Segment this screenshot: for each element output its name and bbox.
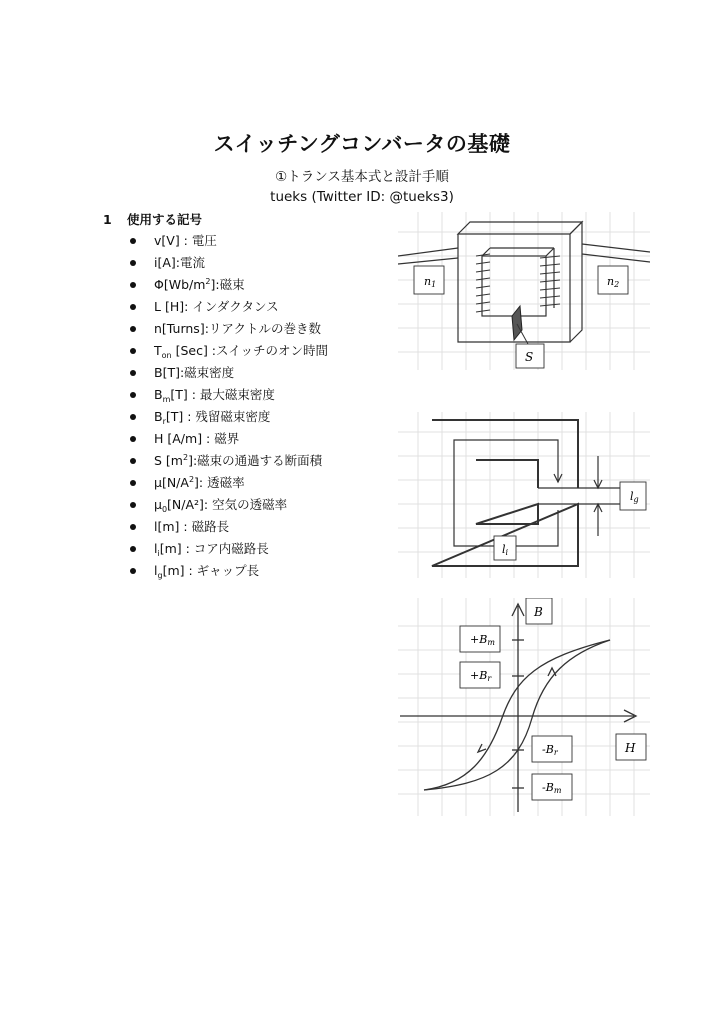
transformer-drawing bbox=[398, 212, 650, 370]
symbol-description: [T] : 残留磁束密度 bbox=[165, 409, 271, 424]
axes bbox=[400, 604, 636, 812]
winding-right bbox=[540, 256, 560, 306]
symbol-term: B bbox=[154, 409, 163, 424]
bullet-icon bbox=[130, 546, 136, 552]
symbol-description: ]:磁束の通過する断面積 bbox=[188, 453, 323, 468]
bullet-icon bbox=[130, 282, 136, 288]
symbol-item bbox=[128, 428, 328, 450]
label-n1 bbox=[414, 266, 444, 294]
symbol-term: μ bbox=[154, 497, 162, 512]
label-s-text: S bbox=[525, 350, 534, 364]
label-minus-br bbox=[532, 736, 572, 762]
section-heading bbox=[103, 210, 202, 228]
symbol-subscript: i bbox=[157, 549, 160, 558]
label-li-text: li bbox=[502, 543, 509, 557]
section-number: 1 bbox=[103, 212, 112, 227]
symbol-item bbox=[128, 516, 328, 538]
label-plus-bm-text: +Bm bbox=[470, 633, 495, 647]
symbol-description: [m] : コア内磁路長 bbox=[159, 541, 269, 556]
bh-curve-figure bbox=[398, 598, 650, 816]
symbol-item bbox=[128, 494, 328, 516]
bullet-icon bbox=[130, 304, 136, 310]
symbol-description: [T] : 最大磁束密度 bbox=[170, 387, 275, 402]
symbol-description: [Sec] :スイッチのオン時間 bbox=[171, 343, 329, 358]
magnetic-path-drawing bbox=[398, 412, 650, 578]
bullet-icon bbox=[130, 458, 136, 464]
symbol-term: L [H] bbox=[154, 299, 185, 314]
symbol-term: l bbox=[154, 541, 158, 556]
symbol-item bbox=[128, 406, 328, 428]
symbol-item bbox=[128, 340, 328, 362]
bullet-icon bbox=[130, 348, 136, 354]
label-h-axis bbox=[616, 734, 646, 760]
symbol-subscript: g bbox=[157, 571, 163, 580]
grid bbox=[398, 598, 650, 816]
bullet-icon bbox=[130, 238, 136, 244]
symbol-subscript: r bbox=[162, 417, 166, 426]
symbol-item bbox=[128, 384, 328, 406]
symbol-item bbox=[128, 362, 328, 384]
transformer-figure bbox=[398, 212, 650, 370]
symbol-subscript: m bbox=[162, 395, 171, 404]
symbol-item bbox=[128, 472, 328, 494]
bullet-icon bbox=[130, 392, 136, 398]
bullet-icon bbox=[130, 480, 136, 486]
label-plus-bm bbox=[460, 626, 500, 652]
label-s bbox=[516, 344, 544, 368]
bullet-icon bbox=[130, 370, 136, 376]
symbol-item bbox=[128, 296, 328, 318]
magnetic-path-figure bbox=[398, 412, 650, 578]
symbol-term: H [A/m] bbox=[154, 431, 203, 446]
symbol-item bbox=[128, 560, 328, 582]
symbol-term: l bbox=[154, 563, 158, 578]
symbol-subscript: on bbox=[161, 351, 172, 360]
page-subtitle: ①トランス基本式と設計手順 bbox=[275, 169, 449, 185]
label-plus-br bbox=[460, 662, 500, 688]
hysteresis-loop bbox=[424, 640, 610, 790]
symbol-item bbox=[128, 230, 328, 252]
bullet-icon bbox=[130, 414, 136, 420]
symbol-term: B bbox=[154, 387, 163, 402]
label-n2-text: n2 bbox=[607, 275, 620, 289]
symbol-superscript: 2 bbox=[205, 277, 211, 286]
symbol-description: : 電圧 bbox=[179, 233, 217, 248]
symbol-term: v[V] bbox=[154, 233, 180, 248]
symbol-description: :電流 bbox=[175, 255, 205, 270]
page-title: スイッチングコンバータの基礎 bbox=[213, 132, 511, 156]
label-b-axis-text: B bbox=[534, 605, 543, 619]
label-plus-br-text: +Br bbox=[470, 669, 492, 683]
label-minus-bm-text: -Bm bbox=[542, 781, 562, 795]
label-n1-text: n1 bbox=[424, 275, 437, 289]
symbol-superscript: 2 bbox=[188, 475, 195, 484]
symbol-subscript: 0 bbox=[161, 505, 168, 514]
symbol-list bbox=[128, 230, 328, 582]
symbol-item bbox=[128, 252, 328, 274]
symbol-superscript: 2 bbox=[182, 453, 189, 462]
bullet-icon bbox=[130, 260, 136, 266]
bullet-icon bbox=[130, 436, 136, 442]
label-minus-br-text: -Br bbox=[542, 743, 558, 757]
symbol-term: n[Turns] bbox=[154, 321, 205, 336]
symbol-term: l[m] bbox=[154, 519, 180, 534]
symbol-description: [N/A²]: 空気の透磁率 bbox=[167, 497, 288, 512]
symbol-item bbox=[128, 274, 328, 296]
symbol-description: :リアクトルの巻き数 bbox=[204, 321, 322, 336]
label-h-axis-text: H bbox=[625, 741, 636, 755]
bullet-icon bbox=[130, 502, 136, 508]
author-line: tueks (Twitter ID: @tueks3) bbox=[270, 189, 454, 205]
bullet-icon bbox=[130, 568, 136, 574]
symbol-term: S [m bbox=[154, 453, 183, 468]
symbol-term: B[T] bbox=[154, 365, 180, 380]
symbol-item bbox=[128, 538, 328, 560]
symbol-term: T bbox=[154, 343, 162, 358]
label-b-axis bbox=[526, 598, 552, 624]
label-lg bbox=[620, 482, 646, 510]
symbol-description: ]: 透磁率 bbox=[194, 475, 245, 490]
symbol-term: Φ[Wb/m bbox=[154, 277, 206, 292]
symbol-term: i[A] bbox=[154, 255, 176, 270]
symbol-description: : インダクタンス bbox=[184, 299, 279, 314]
winding-left bbox=[476, 254, 490, 312]
label-minus-bm bbox=[532, 774, 572, 800]
symbol-description: : 磁路長 bbox=[179, 519, 230, 534]
bullet-icon bbox=[130, 524, 136, 530]
symbol-description: :磁束密度 bbox=[179, 365, 235, 380]
label-lg-text: lg bbox=[630, 490, 639, 504]
grid bbox=[398, 412, 650, 578]
label-n2 bbox=[598, 266, 628, 294]
symbol-item bbox=[128, 318, 328, 340]
bh-curve-drawing bbox=[398, 598, 650, 816]
symbol-term: μ[N/A bbox=[154, 475, 189, 490]
symbol-item bbox=[128, 450, 328, 472]
label-li bbox=[494, 536, 516, 560]
symbol-description: [m] : ギャップ長 bbox=[162, 563, 260, 578]
bullet-icon bbox=[130, 326, 136, 332]
symbol-description: : 磁界 bbox=[202, 431, 240, 446]
section-title: 使用する記号 bbox=[127, 212, 203, 227]
symbol-description: ]:磁束 bbox=[210, 277, 245, 292]
